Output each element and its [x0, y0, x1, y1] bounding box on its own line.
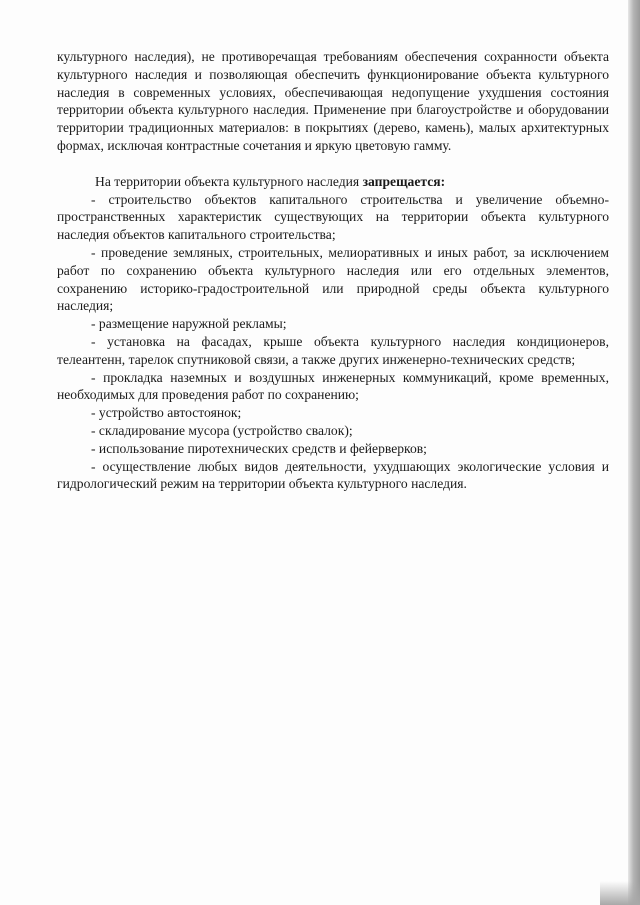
paragraph-spacer — [57, 155, 609, 173]
prohibition-heading — [57, 173, 609, 191]
prohibition-item: - размещение наружной рекламы; — [91, 316, 287, 332]
scan-shadow-edge — [628, 0, 640, 905]
document-body — [57, 48, 609, 493]
prohibition-lead-text: На территории объекта культурного наследия — [95, 173, 360, 189]
prohibition-item: - использование пиротехнических средств и фейерверков; — [91, 440, 427, 456]
intro-paragraph: культурного наследия), не противоречащая требованиям обеспечения сохранности объекта культурного наследия и позволяющая обеспечить функционирование объекта культурного наследия в современных условиях, обеспечивающая недопущение ухудшения состояния территории объекта культурного наследия. Применение при благоустройстве и оборудовании территории традиционных материалов: в покрытиях (дерево, камень), малых архитектурных формах, исключая контрастные сочетания и яркую цветовую гамму. — [57, 49, 609, 153]
prohibition-item: - прокладка наземных и воздушных инженерных коммуникаций, кроме временных, необходимых для проведения работ по сохранению; — [57, 369, 609, 403]
prohibition-item: - складирование мусора (устройство свалок); — [91, 422, 353, 438]
prohibition-item: - строительство объектов капитального строительства и увеличение объемно-пространственных характеристик существующих на территории объекта культурного наследия объектов капитального строительства; — [57, 191, 609, 243]
prohibition-item: - установка на фасадах, крыше объекта культурного наследия кондиционеров, телеантенн, тарелок спутниковой связи, а также других инженерно-технических средств; — [57, 333, 609, 367]
prohibition-item: - проведение земляных, строительных, мелиоративных и иных работ, за исключением работ по сохранению объекта культурного наследия или его отдельных элементов, сохранению историко-градостроительной или природной среды объекта культурного наследия; — [57, 244, 609, 314]
prohibition-item: - осуществление любых видов деятельности, ухудшающих экологические условия и гидрологический режим на территории объекта культурного наследия. — [57, 458, 609, 492]
prohibition-item: - устройство автостоянок; — [91, 405, 242, 421]
prohibition-keyword: запрещается: — [362, 173, 446, 189]
scan-shadow-corner — [600, 881, 640, 905]
